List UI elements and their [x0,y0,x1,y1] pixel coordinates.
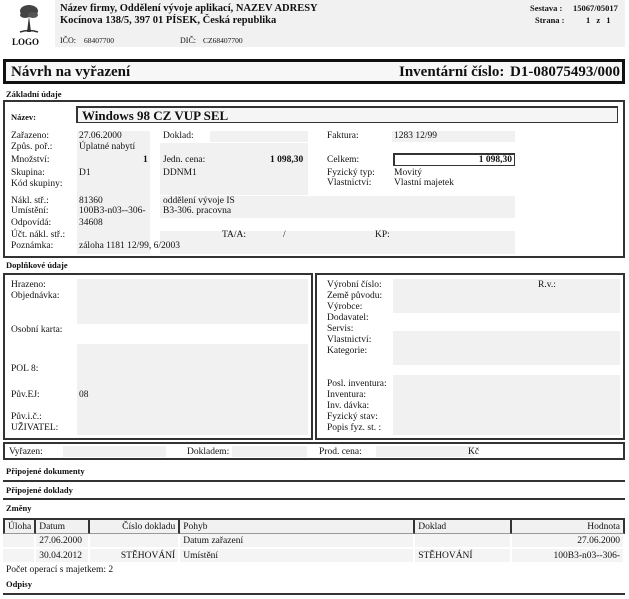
prod-cena-label: Prod. cena: [319,447,362,457]
ico-value: 68407700 [84,36,114,45]
company-line-2: Kocínova 138/5, 397 01 PÍSEK, Česká republika [60,15,277,26]
section-doplnkove-udaje: Doplňkové údaje [6,260,68,270]
col-header-cislo-dokladu: Číslo dokladu [90,518,180,534]
cell-uloha [3,549,36,564]
nazev-label: Název: [11,112,37,122]
doplnkove-right-label: Vlastnictví: [327,335,372,345]
doplnkove-right-label: Inv. dávka: [327,401,370,411]
cell-datum: 30.04.2012 [36,549,90,564]
section-zmeny: Změny [6,503,32,513]
inventory-number-label: Inventární číslo: [399,64,505,80]
nakl-str-extra: oddělení vývoje IS [163,196,235,206]
celkem-field [393,153,515,166]
puv-ej-value: 08 [79,390,89,400]
faktura-value: 1283 12/99 [394,131,438,141]
ico-label: IČO: [60,36,76,45]
mnozstvi-label: Množství: [11,155,50,165]
value-bg [63,446,166,457]
doplnkove-left-label: Pův.i.č.: [11,412,42,422]
poznamka-label: Poznámka: [11,241,54,251]
col-header-uloha: Úloha [3,518,36,534]
col-header-doklad: Doklad [415,518,512,534]
umisteni-extra: B3-306. pracovna [163,206,232,216]
doplnkove-right-label: Výrobní číslo: [327,280,382,290]
ta-a-label: TA/A: [222,230,247,240]
uct-nakl-str-label: Účt. nákl. stř.: [11,230,66,240]
doplnkove-right-label: Inventura: [327,390,367,400]
nazev-field [76,106,618,123]
doplnkove-right-label: Posl. inventura: [327,379,387,389]
zarazeno-label: Zařazeno: [11,131,49,141]
cell-pohyb: Umístění [180,549,415,564]
section-pripojene-dokumenty: Připojené dokumenty [6,466,85,476]
value-bg [210,131,308,142]
cell-uloha [3,534,36,549]
skupina-label: Skupina: [11,168,45,178]
rv-label: R.v.: [538,280,556,290]
logo [8,2,48,46]
doplnkove-right-label: Kategorie: [327,346,368,356]
page-title: Návrh na vyřazení [11,64,131,80]
value-bg [160,231,515,254]
zarazeno-value: 27.06.2000 [79,131,122,141]
nakl-str-label: Nákl. stř.: [11,196,49,206]
sestava-value: 15067/05017 [573,3,618,13]
company-line-1: Název firmy, Oddělení vývoje aplikací, NAZEV ADRESY [60,3,318,14]
doklad-label: Doklad: [163,131,194,141]
value-bg [77,279,308,324]
value-bg [393,375,620,435]
zpus-por-label: Způs. poř.: [11,142,53,152]
dic-value: CZ68407700 [203,36,243,45]
ta-a-value: / [283,230,286,240]
doplnkove-right-label: Popis fyz. st. : [327,423,382,433]
divider [3,593,625,595]
tree-logo-icon [14,2,44,34]
doplnkove-left-label: Osobní karta: [11,325,63,335]
strana-value: 1 z 1 [586,15,611,25]
nakl-str-value: 81360 [79,196,103,206]
value-bg [393,331,620,365]
umisteni-label: Umístění: [11,206,49,216]
section-zakladni-udaje: Základní údaje [6,89,62,99]
jedn-cena-value: 1 098,30 [270,155,304,165]
umisteni-value: 100B3-n03--306- [79,206,146,216]
table-row [3,549,625,564]
cell-datum: 27.06.2000 [36,534,90,549]
inventory-number-value: D1-08075493/000 [510,64,620,80]
zmeny-table [3,518,625,564]
mnozstvi-value: 1 [143,155,148,165]
cell-cislo-dokladu: STĚHOVÁNÍ [90,549,180,564]
strana-label: Strana : [535,15,565,25]
kod-skupiny-label: Kód skupiny: [11,179,63,189]
vyrazen-label: Vyřazen: [9,447,43,457]
faktura-label: Faktura: [327,131,359,141]
value-bg [232,446,307,457]
doplnkove-right-label: Výrobce: [327,302,363,312]
doplnkove-left-label: Objednávka: [11,291,60,301]
col-header-pohyb: Pohyb [180,518,415,534]
table-header-row [3,518,625,534]
doplnkove-left-label: UŽIVATEL: [11,423,59,433]
fyzicky-typ-label: Fyzický typ: [327,168,375,178]
section-odpisy: Odpisy [6,579,32,589]
doplnkove-left-label: POL 8: [11,364,39,374]
col-header-datum: Datum [36,518,90,534]
jedn-cena-label: Jedn. cena: [163,155,206,165]
vlastnictvi-label: Vlastnictví: [327,178,372,188]
skupina-value: D1 [79,168,91,178]
doplnkove-right-label: Dodavatel: [327,313,369,323]
poznamka-value: záloha 1181 12/99, 6/2003 [79,241,180,251]
cell-hodnota: 27.06.2000 [512,534,625,549]
celkem-value: 1 098,30 [478,155,512,165]
currency-label: Kč [468,447,480,457]
kp-label: KP: [375,230,390,240]
odpovida-value: 34608 [79,218,103,228]
operations-count: Počet operací s majetkem: 2 [6,565,114,575]
cell-cislo-dokladu [90,534,180,549]
sestava-label: Sestava : [530,3,563,13]
cell-doklad [415,534,512,549]
doplnkove-right-label: Fyzický stav: [327,412,378,422]
logo-label: LOGO [12,37,40,47]
value-bg [77,344,308,435]
skupina-extra: DDNM1 [163,168,197,178]
value-bg [376,446,474,457]
zpus-por-value: Úplatné nabytí [79,142,136,152]
doplnkove-right-label: Servis: [327,324,354,334]
odpovida-label: Odpovídá: [11,218,52,228]
value-bg [393,279,620,313]
cell-hodnota: 100B3-n03--306- [512,549,625,564]
cell-pohyb: Datum zařazení [180,534,415,549]
section-pripojene-doklady: Připojené doklady [6,485,73,495]
dic-label: DIČ: [180,36,196,45]
vlastnictvi-value: Vlastní majetek [394,178,454,188]
divider [3,480,625,482]
doplnkove-left-label: Hrazeno: [11,280,46,290]
title-bar [3,59,625,84]
col-header-hodnota: Hodnota [512,518,625,534]
cell-doklad: STĚHOVÁNÍ [415,549,512,564]
nazev-value: Windows 98 CZ VUP SEL [82,108,229,123]
celkem-label: Celkem: [327,155,360,165]
divider [3,498,625,500]
table-row [3,534,625,549]
doplnkove-left-label: Pův.EJ: [11,390,40,400]
dokladem-label: Dokladem: [187,447,230,457]
fyzicky-typ-value: Movitý [394,168,422,178]
doplnkove-right-label: Země původu: [327,291,383,301]
